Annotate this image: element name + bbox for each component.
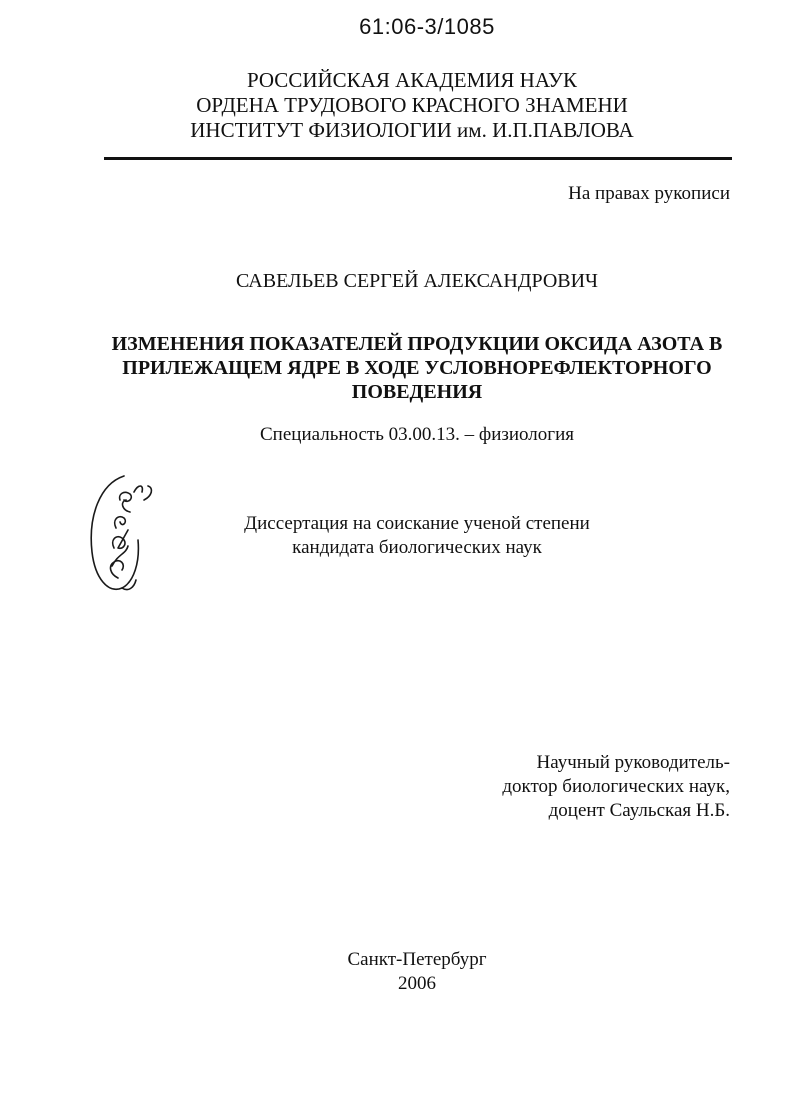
catalog-number: 61:06-3/1085 — [359, 14, 495, 39]
header-divider — [104, 157, 732, 160]
supervisor-role: Научный руководитель- — [536, 752, 730, 773]
year: 2006 — [398, 973, 436, 994]
title-line: ИЗМЕНЕНИЯ ПОКАЗАТЕЛЕЙ ПРОДУКЦИИ ОКСИДА АЗОТА В — [111, 333, 723, 355]
title-line: ПРИЛЕЖАЩЕМ ЯДРЕ В ХОДЕ УСЛОВНОРЕФЛЕКТОРНОГО — [122, 357, 712, 379]
degree-line: Диссертация на соискание ученой степени — [244, 513, 590, 534]
dissertation-degree — [0, 512, 794, 560]
supervisor-degree: доктор биологических наук, — [502, 776, 730, 797]
degree-line: кандидата биологических наук — [292, 537, 542, 558]
institution-line-academy: РОССИЙСКАЯ АКАДЕМИЯ НАУК — [246, 68, 578, 92]
dissertation-title — [0, 332, 794, 404]
institution-line-institute: ИНСТИТУТ ФИЗИОЛОГИИ им. И.П.ПАВЛОВА — [190, 118, 634, 142]
institution-header — [0, 68, 794, 143]
author-name: САВЕЛЬЕВ СЕРГЕЙ АЛЕКСАНДРОВИЧ — [235, 270, 599, 292]
supervisor-block — [502, 751, 730, 823]
institution-line-order: ОРДЕНА ТРУДОВОГО КРАСНОГО ЗНАМЕНИ — [196, 93, 628, 117]
manuscript-note: На правах рукописи — [568, 183, 730, 204]
supervisor-name: доцент Саульская Н.Б. — [548, 800, 730, 821]
specialty: Специальность 03.00.13. – физиология — [260, 424, 574, 445]
place-and-year — [0, 948, 794, 996]
title-line: ПОВЕДЕНИЯ — [351, 381, 483, 403]
city: Санкт-Петербург — [347, 949, 487, 970]
